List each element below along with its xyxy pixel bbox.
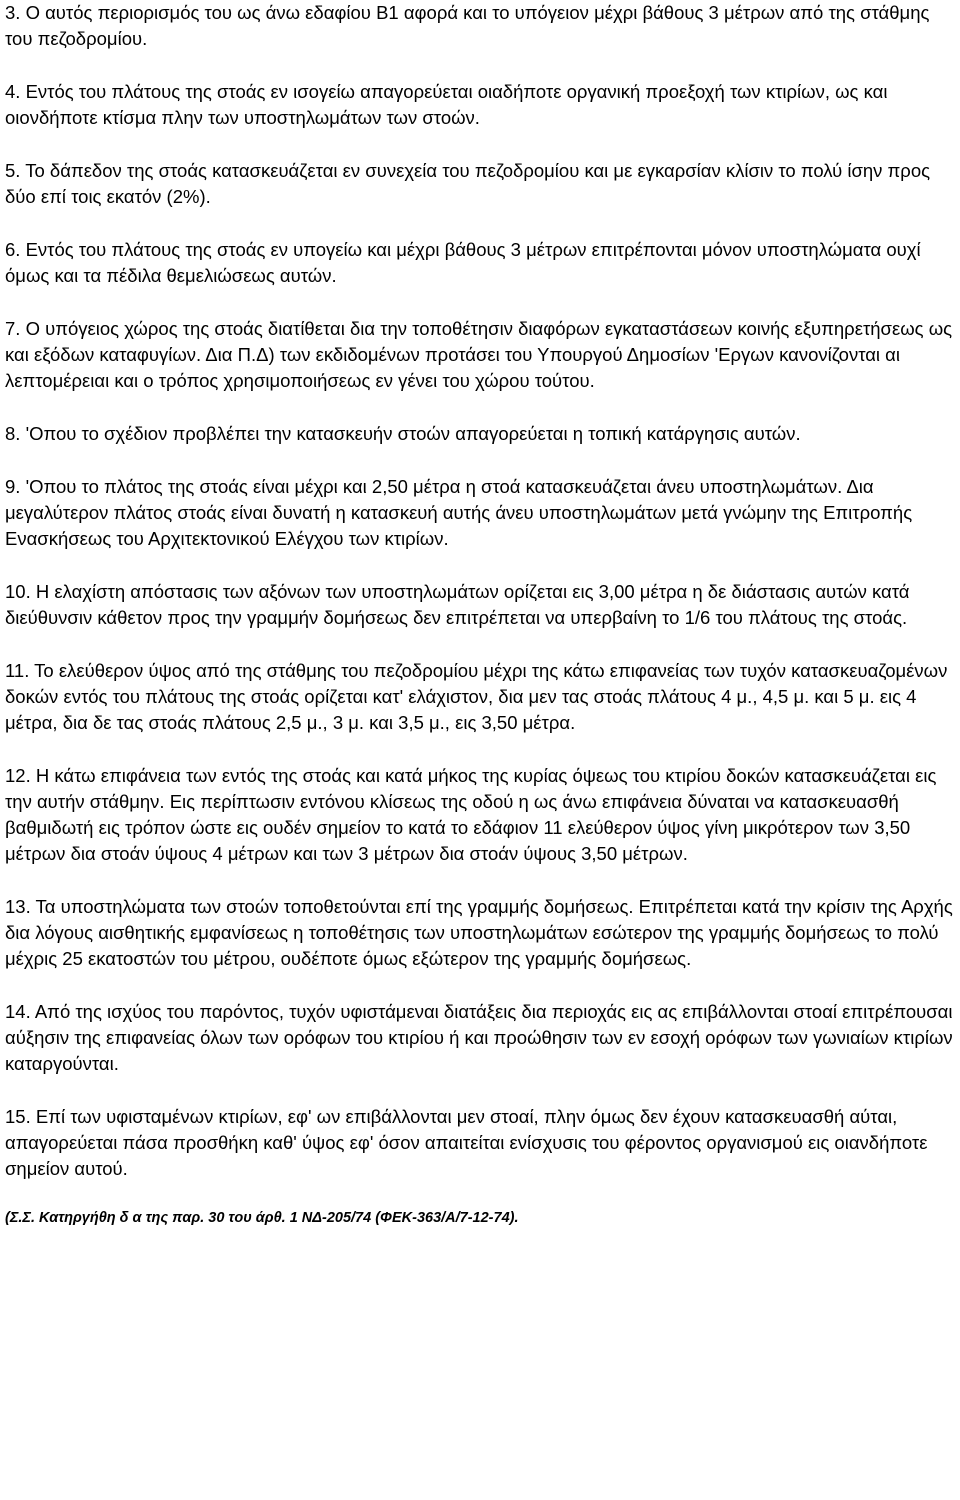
paragraph-8: 8. 'Οπου το σχέδιον προβλέπει την κατασκευήν στοών απαγορεύεται η τοπική κατάργησις αυτών. <box>5 423 801 444</box>
paragraph-9: 9. 'Οπου το πλάτος της στοάς είναι μέχρι και 2,50 μέτρα η στοά κατασκευάζεται άνευ υποστηλωμάτων. Δια μεγαλύτερον πλάτος στοάς είναι δυνατή η κατασκευή αυτής άνευ υποστηλωμάτων μετά γνώμην της Επιτροπής Ενασκήσεως του Αρχιτεκτονικού Ελέγχου των κτιρίων. <box>5 476 913 549</box>
paragraph-14: 14. Από της ισχύος του παρόντος, τυχόν υφιστάμεναι διατάξεις δια περιοχάς εις ας επιβάλλονται στοαί επιτρέπουσαι αύξησιν της επιφανείας όλων των ορόφων του κτιρίου ή και προώθησιν των εν εσοχή ορόφων των γωνιαίων κτιρίων καταργούνται. <box>5 1001 953 1074</box>
paragraph-6: 6. Εντός του πλάτους της στοάς εν υπογείω και μέχρι βάθους 3 μέτρων επιτρέπονται μόνον υποστηλώματα ουχί όμως και τα πέδιλα θεμελιώσεως αυτών. <box>5 239 921 286</box>
document-page <box>5 0 955 1227</box>
paragraph-3: 3. Ο αυτός περιορισμός του ως άνω εδαφίου Β1 αφορά και το υπόγειον μέχρι βάθους 3 μέτρων από της στάθμης του πεζοδρομίου. <box>5 2 930 49</box>
footnote: (Σ.Σ. Κατηργήθη δ α της παρ. 30 του άρθ. 1 ΝΔ-205/74 (ΦΕΚ-363/Α/7-12-74). <box>5 1210 519 1226</box>
paragraph-13: 13. Τα υποστηλώματα των στοών τοποθετούνται επί της γραμμής δομήσεως. Επιτρέπεται κατά την κρίσιν της Αρχής δια λόγους αισθητικής εμφανίσεως η τοποθέτησις των υποστηλωμάτων εσώτερον της γραμμής δομήσεως το πολύ μέχρις 25 εκατοστών του μέτρου, ουδέποτε όμως εξώτερον της γραμμής δομήσεως. <box>5 896 953 969</box>
paragraph-11: 11. Το ελεύθερον ύψος από της στάθμης του πεζοδρομίου μέχρι της κάτω επιφανείας των τυχόν κατασκευαζομένων δοκών εντός του πλάτους της στοάς ορίζεται κατ' ελάχιστον, δια μεν τας στοάς πλάτους 4 μ., 4,5 μ. και 5 μ. εις 4 μέτρα, δια δε τας στοάς πλάτους 2,5 μ., 3 μ. και 3,5 μ., εις 3,50 μέτρα. <box>5 660 948 733</box>
paragraph-4: 4. Εντός του πλάτους της στοάς εν ισογείω απαγορεύεται οιαδήποτε οργανική προεξοχή των κτιρίων, ως και οιονδήποτε κτίσμα πλην των υποστηλωμάτων των στοών. <box>5 81 888 128</box>
paragraph-15: 15. Επί των υφισταμένων κτιρίων, εφ' ων επιβάλλονται μεν στοαί, πλην όμως δεν έχουν κατασκευασθή αύται, απαγορεύεται πάσα προσθήκη καθ' ύψος εφ' όσον απαιτείται ενίσχυσις του φέροντος οργανισμού εις οιανδήποτε σημείον αυτού. <box>5 1106 928 1179</box>
paragraph-12: 12. Η κάτω επιφάνεια των εντός της στοάς και κατά μήκος της κυρίας όψεως του κτιρίου δοκών κατασκευάζεται εις την αυτήν στάθμην. Εις περίπτωσιν εντόνου κλίσεως της οδού η ως άνω επιφάνεια δύναται να κατασκευασθή βαθμιδωτή εις τρόπον ώστε εις ουδέν σημείον το κατά το εδάφιον 11 ελεύθερον ύψος γίνη μικρότερον των 3,50 μέτρων δια στοάν ύψους 4 μέτρων και των 3 μέτρων δια στοάν ύψους 3,50 μέτρων. <box>5 765 937 864</box>
paragraph-7: 7. Ο υπόγειος χώρος της στοάς διατίθεται δια την τοποθέτησιν διαφόρων εγκαταστάσεων κοινής εξυπηρετήσεως ως και εξόδων καταφυγίων. Δια Π.Δ) των εκδιδομένων προτάσει του Υπουργού Δημοσίων 'Εργων κανονίζονται αι λεπτομέρειαι και ο τρόπος χρησιμοποιήσεως εν γένει του χώρου τούτου. <box>5 318 953 391</box>
paragraph-10: 10. Η ελαχίστη απόστασις των αξόνων των υποστηλωμάτων ορίζεται εις 3,00 μέτρα η δε διάστασις αυτών κατά διεύθυνσιν κάθετον προς την γραμμήν δομήσεως δεν επιτρέπεται να υπερβαίνη το 1/6 του πλάτους της στοάς. <box>5 581 910 628</box>
paragraph-5: 5. Το δάπεδον της στοάς κατασκευάζεται εν συνεχεία του πεζοδρομίου και με εγκαρσίαν κλίσιν το πολύ ίσην προς δύο επί τοις εκατόν (2%). <box>5 160 931 207</box>
